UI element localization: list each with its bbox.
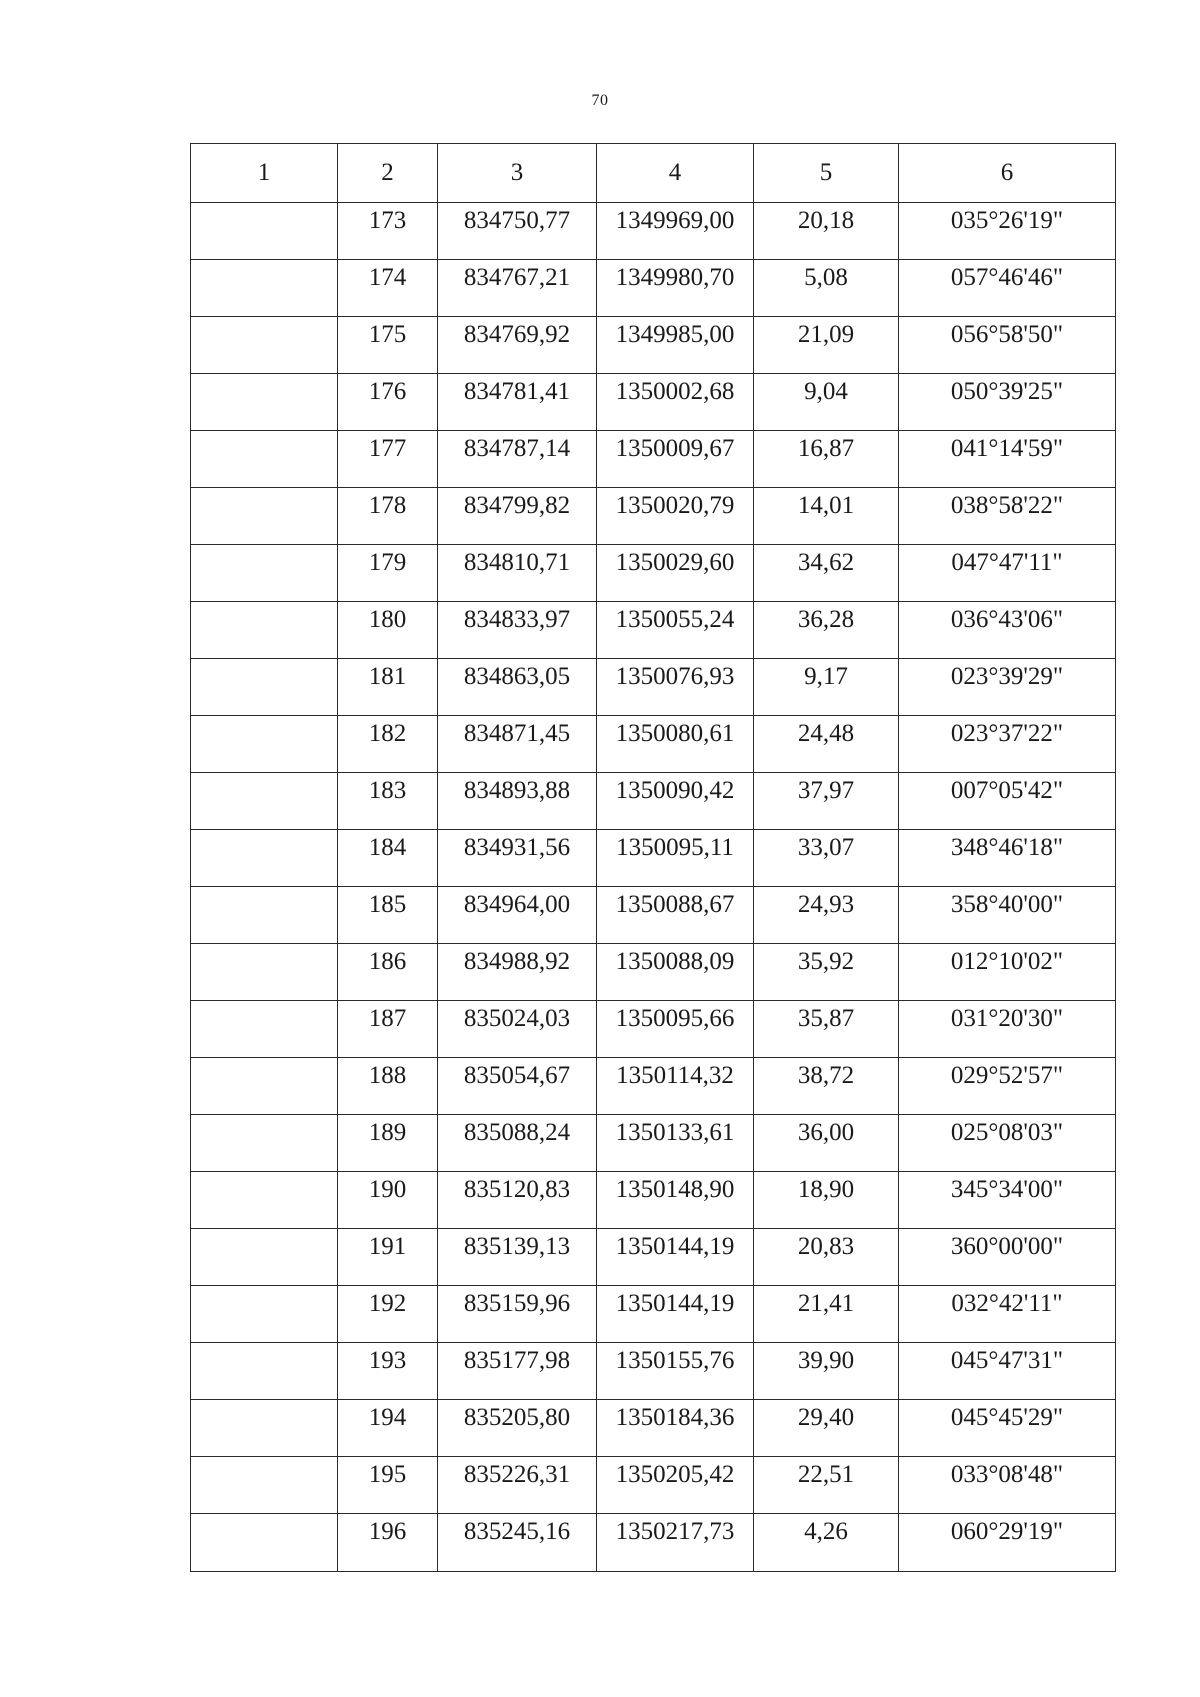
table-row [191, 317, 1116, 374]
bearing-cell: 033°08'48" [899, 1457, 1116, 1514]
point-group-cell [191, 545, 338, 602]
point-group-cell [191, 1286, 338, 1343]
y-coordinate-cell: 1350088,09 [597, 944, 754, 1001]
page-number: 70 [591, 92, 609, 109]
y-coordinate-cell: 1350133,61 [597, 1115, 754, 1172]
table-row [191, 830, 1116, 887]
point-number-cell: 176 [338, 374, 438, 431]
column-header-5: 5 [754, 144, 899, 203]
x-coordinate-cell: 834750,77 [438, 203, 597, 260]
point-group-cell [191, 1172, 338, 1229]
y-coordinate-cell: 1349985,00 [597, 317, 754, 374]
bearing-cell: 038°58'22" [899, 488, 1116, 545]
y-coordinate-cell: 1350184,36 [597, 1400, 754, 1457]
table-row [191, 203, 1116, 260]
point-number-cell: 180 [338, 602, 438, 659]
table-row [191, 1286, 1116, 1343]
y-coordinate-cell: 1349969,00 [597, 203, 754, 260]
point-group-cell [191, 1001, 338, 1058]
y-coordinate-cell: 1350090,42 [597, 773, 754, 830]
x-coordinate-cell: 835054,67 [438, 1058, 597, 1115]
point-number-cell: 195 [338, 1457, 438, 1514]
point-group-cell [191, 659, 338, 716]
y-coordinate-cell: 1350029,60 [597, 545, 754, 602]
point-group-cell [191, 602, 338, 659]
x-coordinate-cell: 834863,05 [438, 659, 597, 716]
table-row [191, 1400, 1116, 1457]
table-header-row [191, 144, 1116, 203]
point-number-cell: 185 [338, 887, 438, 944]
table-row [191, 431, 1116, 488]
point-group-cell [191, 830, 338, 887]
y-coordinate-cell: 1350144,19 [597, 1229, 754, 1286]
y-coordinate-cell: 1350002,68 [597, 374, 754, 431]
point-group-cell [191, 260, 338, 317]
distance-cell: 39,90 [754, 1343, 899, 1400]
bearing-cell: 045°47'31" [899, 1343, 1116, 1400]
point-group-cell [191, 716, 338, 773]
column-header-1: 1 [191, 144, 338, 203]
point-number-cell: 188 [338, 1058, 438, 1115]
table-row [191, 1229, 1116, 1286]
point-number-cell: 178 [338, 488, 438, 545]
distance-cell: 37,97 [754, 773, 899, 830]
point-number-cell: 187 [338, 1001, 438, 1058]
x-coordinate-cell: 834931,56 [438, 830, 597, 887]
distance-cell: 20,83 [754, 1229, 899, 1286]
table-row [191, 1457, 1116, 1514]
x-coordinate-cell: 835245,16 [438, 1514, 597, 1572]
bearing-cell: 345°34'00" [899, 1172, 1116, 1229]
point-group-cell [191, 374, 338, 431]
table-row [191, 887, 1116, 944]
point-number-cell: 174 [338, 260, 438, 317]
distance-cell: 18,90 [754, 1172, 899, 1229]
x-coordinate-cell: 835088,24 [438, 1115, 597, 1172]
distance-cell: 20,18 [754, 203, 899, 260]
bearing-cell: 045°45'29" [899, 1400, 1116, 1457]
table-row [191, 374, 1116, 431]
distance-cell: 21,41 [754, 1286, 899, 1343]
distance-cell: 21,09 [754, 317, 899, 374]
bearing-cell: 035°26'19" [899, 203, 1116, 260]
y-coordinate-cell: 1350076,93 [597, 659, 754, 716]
bearing-cell: 358°40'00" [899, 887, 1116, 944]
distance-cell: 38,72 [754, 1058, 899, 1115]
x-coordinate-cell: 835024,03 [438, 1001, 597, 1058]
point-number-cell: 173 [338, 203, 438, 260]
point-group-cell [191, 317, 338, 374]
distance-cell: 33,07 [754, 830, 899, 887]
bearing-cell: 056°58'50" [899, 317, 1116, 374]
table-row [191, 773, 1116, 830]
distance-cell: 36,00 [754, 1115, 899, 1172]
table-row [191, 1514, 1116, 1572]
point-group-cell [191, 1229, 338, 1286]
table-row [191, 1115, 1116, 1172]
distance-cell: 22,51 [754, 1457, 899, 1514]
distance-cell: 24,93 [754, 887, 899, 944]
bearing-cell: 360°00'00" [899, 1229, 1116, 1286]
point-group-cell [191, 203, 338, 260]
bearing-cell: 029°52'57" [899, 1058, 1116, 1115]
table-row [191, 1001, 1116, 1058]
bearing-cell: 036°43'06" [899, 602, 1116, 659]
x-coordinate-cell: 834988,92 [438, 944, 597, 1001]
coordinates-table [190, 143, 1116, 1572]
bearing-cell: 032°42'11" [899, 1286, 1116, 1343]
point-number-cell: 175 [338, 317, 438, 374]
x-coordinate-cell: 834787,14 [438, 431, 597, 488]
x-coordinate-cell: 834781,41 [438, 374, 597, 431]
bearing-cell: 041°14'59" [899, 431, 1116, 488]
bearing-cell: 348°46'18" [899, 830, 1116, 887]
x-coordinate-cell: 834769,92 [438, 317, 597, 374]
point-group-cell [191, 488, 338, 545]
bearing-cell: 060°29'19" [899, 1514, 1116, 1572]
distance-cell: 5,08 [754, 260, 899, 317]
table-row [191, 260, 1116, 317]
x-coordinate-cell: 835177,98 [438, 1343, 597, 1400]
table-row [191, 602, 1116, 659]
column-header-4: 4 [597, 144, 754, 203]
point-number-cell: 191 [338, 1229, 438, 1286]
point-number-cell: 179 [338, 545, 438, 602]
bearing-cell: 007°05'42" [899, 773, 1116, 830]
point-number-cell: 193 [338, 1343, 438, 1400]
bearing-cell: 023°39'29" [899, 659, 1116, 716]
point-number-cell: 192 [338, 1286, 438, 1343]
point-number-cell: 184 [338, 830, 438, 887]
table-row [191, 1172, 1116, 1229]
x-coordinate-cell: 834833,97 [438, 602, 597, 659]
point-number-cell: 186 [338, 944, 438, 1001]
point-number-cell: 182 [338, 716, 438, 773]
distance-cell: 24,48 [754, 716, 899, 773]
table-row [191, 659, 1116, 716]
y-coordinate-cell: 1350205,42 [597, 1457, 754, 1514]
column-header-2: 2 [338, 144, 438, 203]
y-coordinate-cell: 1350095,66 [597, 1001, 754, 1058]
bearing-cell: 025°08'03" [899, 1115, 1116, 1172]
y-coordinate-cell: 1350020,79 [597, 488, 754, 545]
point-group-cell [191, 1343, 338, 1400]
distance-cell: 14,01 [754, 488, 899, 545]
y-coordinate-cell: 1350148,90 [597, 1172, 754, 1229]
x-coordinate-cell: 835205,80 [438, 1400, 597, 1457]
distance-cell: 4,26 [754, 1514, 899, 1572]
point-group-cell [191, 431, 338, 488]
y-coordinate-cell: 1350144,19 [597, 1286, 754, 1343]
x-coordinate-cell: 835159,96 [438, 1286, 597, 1343]
x-coordinate-cell: 835139,13 [438, 1229, 597, 1286]
distance-cell: 9,17 [754, 659, 899, 716]
point-number-cell: 189 [338, 1115, 438, 1172]
distance-cell: 35,92 [754, 944, 899, 1001]
distance-cell: 34,62 [754, 545, 899, 602]
point-number-cell: 181 [338, 659, 438, 716]
x-coordinate-cell: 834810,71 [438, 545, 597, 602]
point-number-cell: 194 [338, 1400, 438, 1457]
y-coordinate-cell: 1350080,61 [597, 716, 754, 773]
x-coordinate-cell: 834799,82 [438, 488, 597, 545]
distance-cell: 29,40 [754, 1400, 899, 1457]
table-row [191, 716, 1116, 773]
x-coordinate-cell: 834871,45 [438, 716, 597, 773]
point-group-cell [191, 1457, 338, 1514]
x-coordinate-cell: 834767,21 [438, 260, 597, 317]
point-group-cell [191, 1058, 338, 1115]
table-row [191, 1058, 1116, 1115]
point-number-cell: 196 [338, 1514, 438, 1572]
point-number-cell: 177 [338, 431, 438, 488]
distance-cell: 36,28 [754, 602, 899, 659]
bearing-cell: 031°20'30" [899, 1001, 1116, 1058]
column-header-6: 6 [899, 144, 1116, 203]
bearing-cell: 057°46'46" [899, 260, 1116, 317]
table-row [191, 545, 1116, 602]
column-header-3: 3 [438, 144, 597, 203]
distance-cell: 35,87 [754, 1001, 899, 1058]
y-coordinate-cell: 1350055,24 [597, 602, 754, 659]
y-coordinate-cell: 1350155,76 [597, 1343, 754, 1400]
distance-cell: 9,04 [754, 374, 899, 431]
point-group-cell [191, 944, 338, 1001]
bearing-cell: 050°39'25" [899, 374, 1116, 431]
point-number-cell: 183 [338, 773, 438, 830]
y-coordinate-cell: 1350095,11 [597, 830, 754, 887]
table-row [191, 1343, 1116, 1400]
y-coordinate-cell: 1350088,67 [597, 887, 754, 944]
x-coordinate-cell: 835120,83 [438, 1172, 597, 1229]
y-coordinate-cell: 1350009,67 [597, 431, 754, 488]
x-coordinate-cell: 834893,88 [438, 773, 597, 830]
distance-cell: 16,87 [754, 431, 899, 488]
bearing-cell: 023°37'22" [899, 716, 1116, 773]
bearing-cell: 047°47'11" [899, 545, 1116, 602]
point-group-cell [191, 1400, 338, 1457]
point-number-cell: 190 [338, 1172, 438, 1229]
table-row [191, 488, 1116, 545]
table-body [191, 203, 1116, 1572]
y-coordinate-cell: 1349980,70 [597, 260, 754, 317]
point-group-cell [191, 773, 338, 830]
point-group-cell [191, 887, 338, 944]
y-coordinate-cell: 1350217,73 [597, 1514, 754, 1572]
point-group-cell [191, 1115, 338, 1172]
x-coordinate-cell: 834964,00 [438, 887, 597, 944]
point-group-cell [191, 1514, 338, 1572]
x-coordinate-cell: 835226,31 [438, 1457, 597, 1514]
bearing-cell: 012°10'02" [899, 944, 1116, 1001]
y-coordinate-cell: 1350114,32 [597, 1058, 754, 1115]
table-row [191, 944, 1116, 1001]
